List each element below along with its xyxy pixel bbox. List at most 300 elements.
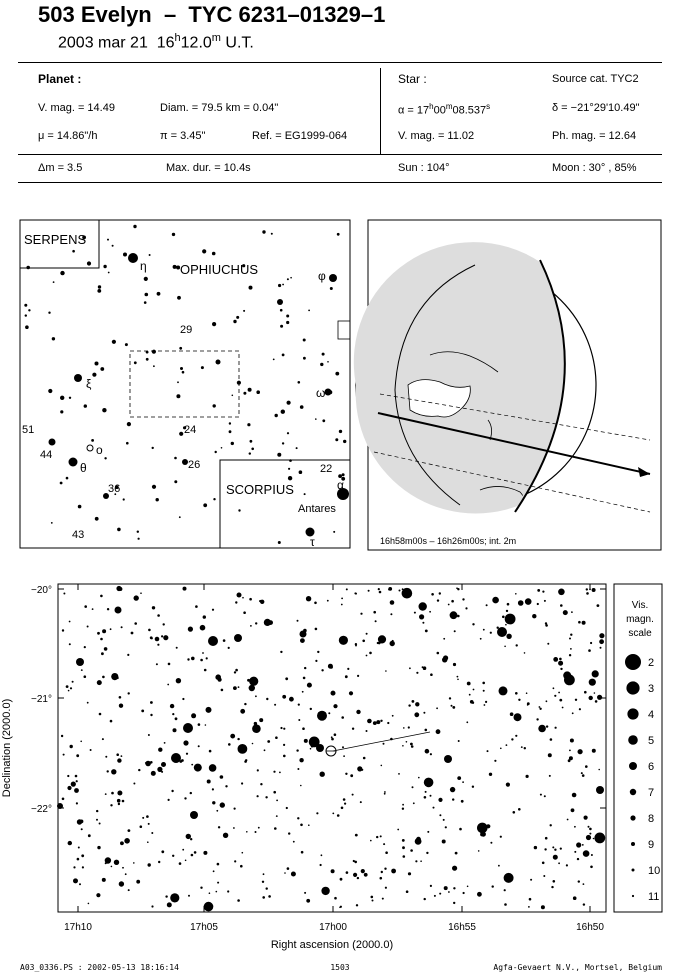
finder-star bbox=[180, 367, 183, 370]
field-star bbox=[279, 772, 281, 774]
field-star bbox=[528, 906, 530, 908]
field-star bbox=[297, 768, 299, 770]
field-star bbox=[235, 669, 238, 672]
field-star bbox=[434, 895, 436, 897]
scale-title: magn. bbox=[626, 614, 654, 625]
finder-star bbox=[152, 350, 156, 354]
field-star bbox=[390, 613, 392, 615]
field-star bbox=[127, 829, 130, 832]
field-star bbox=[472, 623, 474, 625]
field-star bbox=[518, 600, 524, 606]
field-star bbox=[330, 666, 333, 669]
field-star bbox=[170, 893, 179, 902]
field-star bbox=[97, 846, 100, 849]
finder-star bbox=[243, 310, 245, 312]
x-axis-label: Right ascension (2000.0) bbox=[270, 939, 394, 951]
field-star bbox=[368, 590, 370, 592]
field-star bbox=[255, 831, 257, 833]
field-star bbox=[524, 747, 526, 749]
finder-star bbox=[251, 448, 254, 451]
field-star bbox=[341, 716, 344, 719]
field-star bbox=[306, 899, 310, 903]
field-star bbox=[563, 610, 568, 615]
finder-star bbox=[202, 249, 206, 253]
field-star bbox=[431, 593, 434, 596]
field-star bbox=[190, 792, 192, 794]
finder-star bbox=[146, 351, 149, 354]
field-star bbox=[69, 643, 71, 645]
field-star bbox=[260, 783, 262, 785]
field-star bbox=[367, 719, 372, 724]
field-star bbox=[380, 877, 383, 880]
field-star bbox=[314, 602, 317, 605]
finder-star bbox=[262, 230, 265, 233]
field-star bbox=[172, 713, 174, 715]
field-star bbox=[332, 813, 334, 815]
finder-star bbox=[231, 442, 234, 445]
field-star bbox=[171, 753, 181, 763]
field-star bbox=[62, 629, 64, 631]
finder-star bbox=[229, 430, 232, 433]
field-star bbox=[595, 700, 598, 703]
field-star bbox=[171, 790, 173, 792]
field-star bbox=[559, 658, 562, 661]
field-star bbox=[230, 734, 235, 739]
field-star bbox=[300, 631, 307, 638]
finder-star bbox=[78, 505, 82, 509]
finder-star bbox=[179, 347, 182, 350]
field-star bbox=[111, 792, 114, 795]
field-star bbox=[513, 811, 516, 814]
finder-star bbox=[108, 272, 110, 274]
finder-star bbox=[330, 287, 333, 290]
event-date: 2003 mar 21 bbox=[58, 34, 148, 52]
field-star bbox=[590, 642, 592, 644]
field-star bbox=[128, 692, 130, 694]
scale-label: 4 bbox=[648, 709, 655, 721]
field-star bbox=[422, 622, 424, 624]
field-star bbox=[478, 850, 480, 852]
finder-star bbox=[238, 509, 240, 511]
field-star bbox=[545, 837, 548, 840]
field-star bbox=[302, 727, 305, 730]
field-star bbox=[352, 794, 354, 796]
x-tick-label: 16h50 bbox=[576, 922, 604, 933]
field-star bbox=[537, 603, 539, 605]
field-star bbox=[387, 722, 389, 724]
field-star bbox=[577, 858, 579, 860]
field-star bbox=[117, 758, 121, 762]
finder-star bbox=[233, 320, 236, 323]
field-star bbox=[116, 586, 121, 591]
field-star bbox=[352, 728, 354, 730]
field-star bbox=[594, 692, 596, 694]
field-star bbox=[263, 873, 265, 875]
field-star bbox=[376, 720, 380, 724]
star-label-alpha: α bbox=[337, 478, 344, 492]
field-star bbox=[194, 851, 197, 854]
star-label-antares: Antares bbox=[298, 503, 336, 515]
field-star bbox=[425, 630, 428, 633]
finder-star bbox=[87, 445, 93, 451]
field-star bbox=[492, 885, 494, 887]
field-star bbox=[403, 727, 405, 729]
y-tick-label: −22° bbox=[31, 804, 52, 815]
field-star bbox=[582, 844, 584, 846]
field-star bbox=[443, 638, 445, 640]
star-heading: Star : bbox=[398, 72, 427, 86]
field-star bbox=[549, 775, 551, 777]
field-star bbox=[504, 889, 506, 891]
field-star bbox=[570, 739, 574, 743]
field-star bbox=[102, 878, 106, 882]
field-star bbox=[233, 827, 235, 829]
field-star bbox=[77, 819, 82, 824]
field-star bbox=[366, 655, 368, 657]
planet-motion: μ = 14.86"/h bbox=[38, 130, 98, 142]
field-star bbox=[167, 902, 172, 907]
field-star bbox=[416, 672, 418, 674]
field-star bbox=[592, 670, 599, 677]
field-star bbox=[589, 833, 591, 835]
field-star bbox=[176, 678, 181, 683]
field-star bbox=[127, 654, 129, 656]
field-star bbox=[448, 891, 450, 893]
field-star bbox=[286, 807, 288, 809]
field-star bbox=[356, 710, 360, 714]
field-star bbox=[425, 749, 430, 754]
field-star bbox=[124, 838, 130, 844]
finder-star bbox=[308, 310, 310, 312]
finder-star bbox=[123, 498, 125, 500]
planet-heading: Planet : bbox=[38, 72, 82, 86]
finder-star bbox=[288, 468, 290, 470]
field-star bbox=[553, 880, 556, 883]
field-star bbox=[572, 712, 574, 714]
finder-star bbox=[103, 265, 106, 268]
field-star bbox=[158, 861, 160, 863]
field-star bbox=[349, 691, 353, 695]
finder-star bbox=[277, 453, 281, 457]
field-star bbox=[299, 758, 303, 762]
field-star bbox=[483, 690, 485, 692]
field-star bbox=[583, 883, 585, 885]
field-star bbox=[597, 604, 600, 607]
field-star bbox=[268, 895, 271, 898]
field-star bbox=[375, 620, 377, 622]
field-star bbox=[148, 734, 150, 736]
field-star bbox=[133, 783, 135, 785]
field-star bbox=[402, 745, 404, 747]
star-label-36: 36 bbox=[108, 483, 121, 495]
field-star bbox=[111, 673, 118, 680]
field-star bbox=[345, 675, 348, 678]
field-star bbox=[240, 709, 245, 714]
x-tick-label: 17h05 bbox=[190, 922, 218, 933]
constellation-ophiuchus: OPHIUCHUS bbox=[180, 262, 259, 277]
field-star bbox=[155, 637, 160, 642]
star-label-22: 22 bbox=[320, 463, 333, 475]
finder-star bbox=[250, 440, 253, 443]
field-star bbox=[373, 611, 376, 614]
field-star bbox=[249, 598, 252, 601]
planet-reference: Ref. = EG1999-064 bbox=[252, 130, 348, 142]
field-star bbox=[184, 797, 186, 799]
field-star bbox=[97, 680, 102, 685]
field-star bbox=[521, 746, 523, 748]
field-star bbox=[105, 862, 107, 864]
field-star bbox=[560, 848, 562, 850]
field-star bbox=[188, 895, 190, 897]
finder-star bbox=[177, 381, 179, 383]
field-star bbox=[439, 893, 441, 895]
field-star bbox=[506, 634, 511, 639]
field-star bbox=[172, 855, 174, 857]
field-star bbox=[558, 862, 560, 864]
finder-star bbox=[128, 253, 138, 263]
field-star bbox=[283, 744, 285, 746]
finder-star bbox=[249, 286, 253, 290]
field-star bbox=[469, 694, 471, 696]
field-star bbox=[78, 847, 80, 849]
field-star bbox=[339, 636, 348, 645]
finder-star bbox=[24, 304, 27, 307]
field-star bbox=[492, 597, 499, 604]
field-star bbox=[308, 824, 310, 826]
field-star bbox=[179, 862, 182, 865]
field-star bbox=[107, 608, 109, 610]
field-star bbox=[583, 903, 585, 905]
field-star bbox=[242, 597, 244, 599]
field-star bbox=[136, 880, 140, 884]
finder-star bbox=[179, 432, 183, 436]
field-star bbox=[490, 842, 492, 844]
field-star bbox=[163, 762, 165, 764]
field-star bbox=[115, 607, 122, 614]
finder-star bbox=[278, 541, 281, 544]
field-star bbox=[570, 648, 572, 650]
finder-star bbox=[87, 261, 91, 265]
finder-star bbox=[112, 245, 114, 247]
field-star bbox=[262, 896, 265, 899]
field-star bbox=[321, 669, 323, 671]
field-star bbox=[548, 753, 552, 757]
finder-star bbox=[249, 452, 251, 454]
event-time-h: 16 bbox=[156, 34, 175, 52]
field-star bbox=[75, 775, 78, 778]
field-star bbox=[297, 620, 299, 622]
finder-star bbox=[48, 312, 50, 314]
field-star bbox=[544, 600, 546, 602]
finder-star bbox=[275, 414, 278, 417]
field-star bbox=[558, 661, 563, 666]
field-star bbox=[424, 898, 426, 900]
field-star bbox=[372, 900, 374, 902]
field-star bbox=[167, 684, 169, 686]
star-vmag: V. mag. = 11.02 bbox=[398, 130, 475, 142]
field-star bbox=[190, 838, 192, 840]
field-star bbox=[415, 860, 417, 862]
finder-star bbox=[299, 470, 303, 474]
field-star bbox=[414, 612, 416, 614]
field-star bbox=[215, 674, 221, 680]
field-star bbox=[466, 721, 468, 723]
finder-star bbox=[278, 284, 281, 287]
scale-dot bbox=[630, 789, 636, 795]
finder-star bbox=[303, 357, 306, 360]
field-star bbox=[340, 906, 342, 908]
field-star bbox=[402, 808, 404, 810]
finder-star bbox=[286, 315, 289, 318]
finder-star bbox=[290, 277, 292, 279]
field-star bbox=[327, 600, 329, 602]
field-star bbox=[462, 781, 464, 783]
field-star bbox=[586, 592, 589, 595]
star-label-26: 26 bbox=[188, 459, 201, 471]
field-star bbox=[266, 887, 268, 889]
field-star bbox=[151, 905, 153, 907]
field-star bbox=[453, 887, 455, 889]
field-star bbox=[102, 629, 106, 633]
field-star bbox=[249, 685, 255, 691]
star-ra-s: s bbox=[486, 102, 491, 111]
field-star bbox=[494, 760, 496, 762]
field-star bbox=[90, 749, 92, 751]
field-star bbox=[356, 904, 358, 906]
field-star bbox=[550, 738, 553, 741]
field-star bbox=[262, 881, 264, 883]
finder-star bbox=[320, 363, 323, 366]
field-star bbox=[384, 868, 386, 870]
field-star bbox=[378, 588, 380, 590]
field-star bbox=[489, 773, 492, 776]
field-star bbox=[436, 707, 438, 709]
field-star bbox=[163, 623, 165, 625]
star-label-eta: η bbox=[140, 259, 147, 273]
field-star bbox=[518, 699, 520, 701]
field-star bbox=[72, 681, 74, 683]
field-star bbox=[100, 595, 103, 598]
moon-info: Moon : 30° , 85% bbox=[552, 162, 637, 174]
field-star bbox=[477, 823, 488, 834]
x-tick-label: 17h00 bbox=[319, 922, 347, 933]
scale-label: 7 bbox=[648, 787, 655, 799]
field-outline bbox=[130, 351, 239, 417]
field-star bbox=[317, 651, 319, 653]
field-star bbox=[337, 814, 340, 817]
field-star bbox=[92, 608, 94, 610]
field-star bbox=[465, 607, 467, 609]
field-star bbox=[539, 706, 541, 708]
globe-caption: 16h58m00s – 16h26m00s; int. 2m bbox=[380, 536, 517, 546]
field-star bbox=[346, 588, 348, 590]
field-star bbox=[203, 615, 206, 618]
field-star bbox=[589, 679, 596, 686]
scale-dot bbox=[630, 815, 635, 820]
scale-label: 10 bbox=[648, 865, 661, 877]
field-star bbox=[525, 598, 532, 605]
field-star bbox=[306, 596, 311, 601]
field-star bbox=[430, 795, 432, 797]
field-star bbox=[588, 649, 591, 652]
finder-star bbox=[229, 422, 231, 424]
star-ra-mid: 00 bbox=[433, 104, 446, 117]
field-star bbox=[119, 704, 123, 708]
scale-label: 6 bbox=[648, 761, 655, 773]
field-star bbox=[307, 683, 312, 688]
field-star bbox=[526, 692, 528, 694]
field-star bbox=[161, 850, 164, 853]
field-star bbox=[62, 798, 65, 801]
field-star bbox=[246, 831, 248, 833]
finder-star bbox=[304, 493, 306, 495]
field-star bbox=[284, 872, 286, 874]
field-star bbox=[257, 795, 259, 797]
finder-star bbox=[333, 531, 335, 533]
finder-star bbox=[315, 418, 317, 420]
field-star bbox=[265, 796, 267, 798]
field-star bbox=[443, 819, 445, 821]
finder-star bbox=[91, 439, 94, 442]
field-star bbox=[414, 712, 419, 717]
field-star bbox=[566, 864, 568, 866]
field-star bbox=[536, 718, 538, 720]
finder-star bbox=[322, 353, 325, 356]
field-star bbox=[134, 595, 139, 600]
field-star bbox=[105, 793, 107, 795]
field-star bbox=[234, 808, 236, 810]
field-star bbox=[353, 860, 355, 862]
field-star bbox=[415, 838, 422, 845]
field-star bbox=[571, 611, 573, 613]
field-star bbox=[134, 622, 137, 625]
field-star bbox=[553, 657, 558, 662]
field-star bbox=[84, 646, 86, 648]
field-star bbox=[168, 799, 170, 801]
field-star bbox=[209, 892, 211, 894]
field-star bbox=[457, 588, 459, 590]
field-star bbox=[84, 675, 87, 678]
field-star bbox=[597, 695, 602, 700]
field-star bbox=[171, 894, 173, 896]
field-star bbox=[569, 654, 571, 656]
field-star bbox=[73, 866, 75, 868]
finder-star bbox=[236, 316, 239, 319]
field-star bbox=[515, 692, 518, 695]
finder-star bbox=[97, 289, 101, 293]
field-star bbox=[122, 800, 125, 803]
finder-star bbox=[201, 366, 204, 369]
field-star bbox=[385, 670, 387, 672]
finder-star bbox=[232, 395, 234, 397]
star-label-xi: ξ bbox=[86, 377, 92, 391]
field-star bbox=[79, 883, 81, 885]
star-source: Source cat. TYC2 bbox=[552, 73, 639, 85]
field-star bbox=[333, 704, 337, 708]
x-tick-label: 17h10 bbox=[64, 922, 92, 933]
field-star bbox=[427, 831, 429, 833]
field-star bbox=[490, 632, 492, 634]
finder-star bbox=[335, 372, 339, 376]
field-star bbox=[233, 686, 237, 690]
finder-star bbox=[174, 457, 177, 460]
field-star bbox=[131, 632, 134, 635]
field-star bbox=[283, 728, 285, 730]
field-star bbox=[578, 880, 580, 882]
magnitude-scale bbox=[625, 600, 660, 903]
field-star bbox=[439, 592, 441, 594]
field-star bbox=[228, 743, 231, 746]
